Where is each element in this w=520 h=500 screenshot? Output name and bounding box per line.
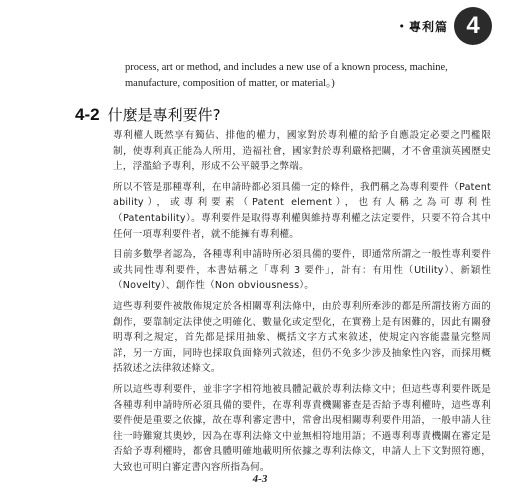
section-number: 4-2 (75, 105, 100, 124)
chapter-number-badge: 4 (454, 7, 492, 45)
header-bullet: • (398, 19, 405, 33)
intro-text: process, art or method, and includes a new use of a known process, machine, manufacture, composition of matter, or material。) (125, 62, 448, 89)
body-text (113, 128, 491, 480)
section-heading (75, 104, 221, 125)
running-header (398, 6, 492, 46)
paragraph: 專利權人既然享有獨佔、排他的權力，國家對於專利權的給予自應設定必要之門檻限制，使專利真正能為人所用，造福社會，國家對於專利嚴格把關，才不會重演英國歷史上，浮濫給予專利，形成不公平競爭之弊端。 (113, 130, 491, 173)
chapter-label: 專利篇 (408, 19, 448, 34)
paragraph: 這些專利要件被散佈規定於各相關專利法條中，由於專利所牽涉的都是所謂技術方面的創作，要靠制定法律使之明確化、數量化或定型化，在實務上是有困難的，因此有關發明專利之規定，首先都是採用抽象、概括文字方式來敘述，使規定內容能盡量完整周詳，另一方面，同時也採取負面條列式敘述，但仍不免多少涉及抽象性內容，而採用概括敘述之法律敘述條文。 (113, 300, 491, 375)
paragraph: 所以不管是那種專利，在申請時都必須具備一定的條件，我們稱之為專利要件（Patent ability），或專利要素（Patent element），也有人稱之為可專利性（Patentability）。專利要件是取得專利權與維持專利權之法定要件，只要不符合其中任何一項專利要件者，就不能擁有專利權。 (113, 181, 491, 240)
paragraph: 目前多數學者認為，各種專利申請時所必須具備的要件，即通常所謂之一般性專利要件或共同性專利要件，本書姑稱之「專利 3 要件」，計有：有用性（Utility）、新穎性（Novelty）、創作性（Non obviousness）。 (113, 249, 491, 292)
paragraph: 所以這些專利要件，並非字字相符地被具體記載於專利法條文中；但這些專利要件既是各種專利申請時所必須具備的要件，在專利專責機關審查是否給予專利權時，這些專利要件便是重要之依據，故在專利審定書中，常會出現相關專利要件用語，一般申請人往往一時難窺其奧妙，因為在專利法條文中並無相符地用語；不過專利專責機關在審定是否給予專利權時，都會具體明確地載明所依據之專利法條文，申請人上下文對照符應，大致也可明白審定書內容所指為何。 (113, 383, 491, 473)
section-title: 什麼是專利要件? (107, 106, 221, 124)
page-number: 4-3 (252, 473, 268, 485)
